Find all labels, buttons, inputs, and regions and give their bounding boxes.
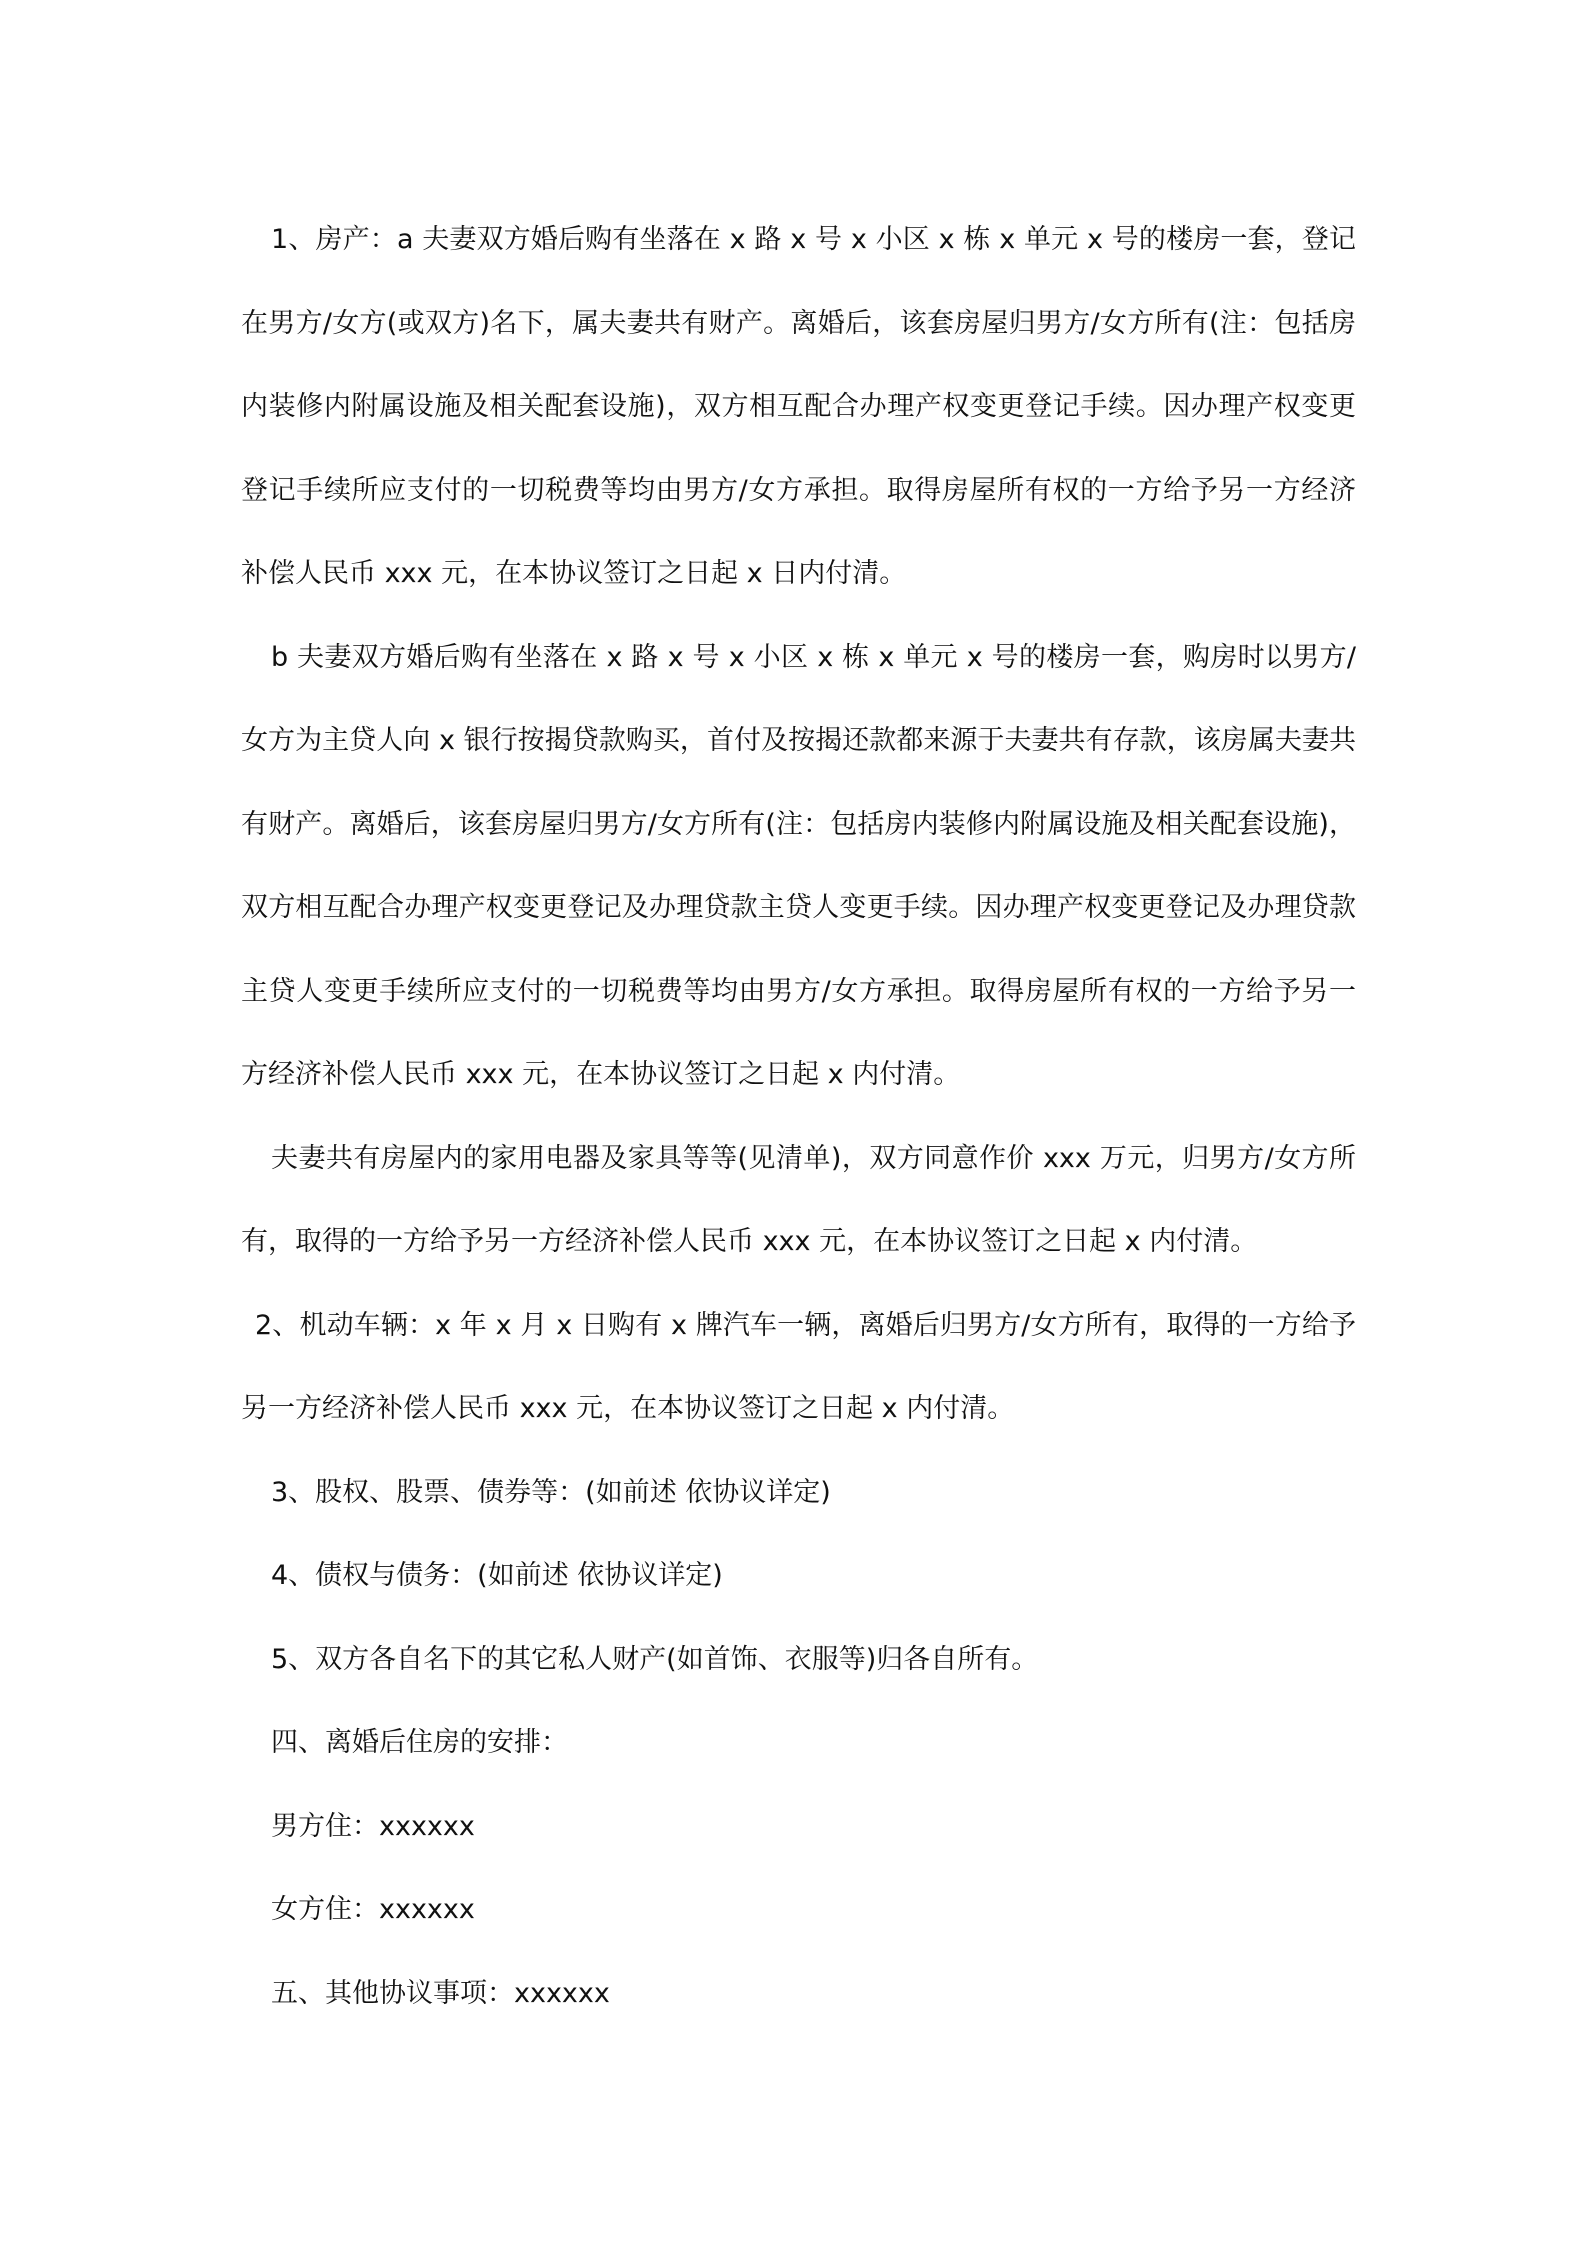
paragraph-debts: 4、债权与债务：(如前述 依协议详定): [271, 1560, 723, 1591]
paragraph-property-real-estate-b: b 夫妻双方婚后购有坐落在 x 路 x 号 x 小区 x 栋 x 单元 x 号的楼房一套，购房时以男方/女方为主贷人向 x 银行按揭贷款购买，首付及按揭还款都来源于夫妻共有存款，该房属夫妻共有财产。离婚后，该套房屋归男方/女方所有(注：包括房内装修内附属设施及相关配套设施)，双方相互配合办理产权变更登记及办理贷款主贷人变更手续。因办理产权变更登记及办理贷款主贷人变更手续所应支付的一切税费等均由男方/女方承担。取得房屋所有权的一方给予另一方经济补偿人民币 xxx 元，在本协议签订之日起 x 内付清。: [241, 641, 1356, 1090]
paragraph-property-real-estate-a: 1、房产：a 夫妻双方婚后购有坐落在 x 路 x 号 x 小区 x 栋 x 单元 x 号的楼房一套，登记在男方/女方(或双方)名下，属夫妻共有财产。离婚后，该套房屋归男方/女方所有(注：包括房内装修内附属设施及相关配套设施)，双方相互配合办理产权变更登记手续。因办理产权变更登记手续所应支付的一切税费等均由男方/女方承担。取得房屋所有权的一方给予另一方经济补偿人民币 xxx 元，在本协议签订之日起 x 日内付清。: [241, 224, 1356, 589]
heading-housing-arrangement: 四、离婚后住房的安排：: [271, 1727, 568, 1758]
paragraph-motor-vehicle: 2、机动车辆：x 年 x 月 x 日购有 x 牌汽车一辆，离婚后归男方/女方所有，取得的一方给予另一方经济补偿人民币 xxx 元，在本协议签订之日起 x 内付清。: [241, 1309, 1356, 1424]
paragraph-household-appliances: 夫妻共有房屋内的家用电器及家具等等(见清单)，双方同意作价 xxx 万元，归男方/女方所有，取得的一方给予另一方经济补偿人民币 xxx 元，在本协议签订之日起 x 内付清。: [241, 1142, 1356, 1257]
paragraph-personal-property: 5、双方各自名下的其它私人财产(如首饰、衣服等)归各自所有。: [271, 1643, 1039, 1675]
paragraph-female-residence: 女方住：xxxxxx: [271, 1894, 475, 1925]
heading-other-matters: 五、其他协议事项：xxxxxx: [271, 1977, 610, 2009]
document-body: [241, 198, 1356, 2035]
paragraph-equity-stocks: 3、股权、股票、债券等：(如前述 依协议详定): [271, 1476, 831, 1508]
paragraph-male-residence: 男方住：xxxxxx: [271, 1810, 475, 1842]
